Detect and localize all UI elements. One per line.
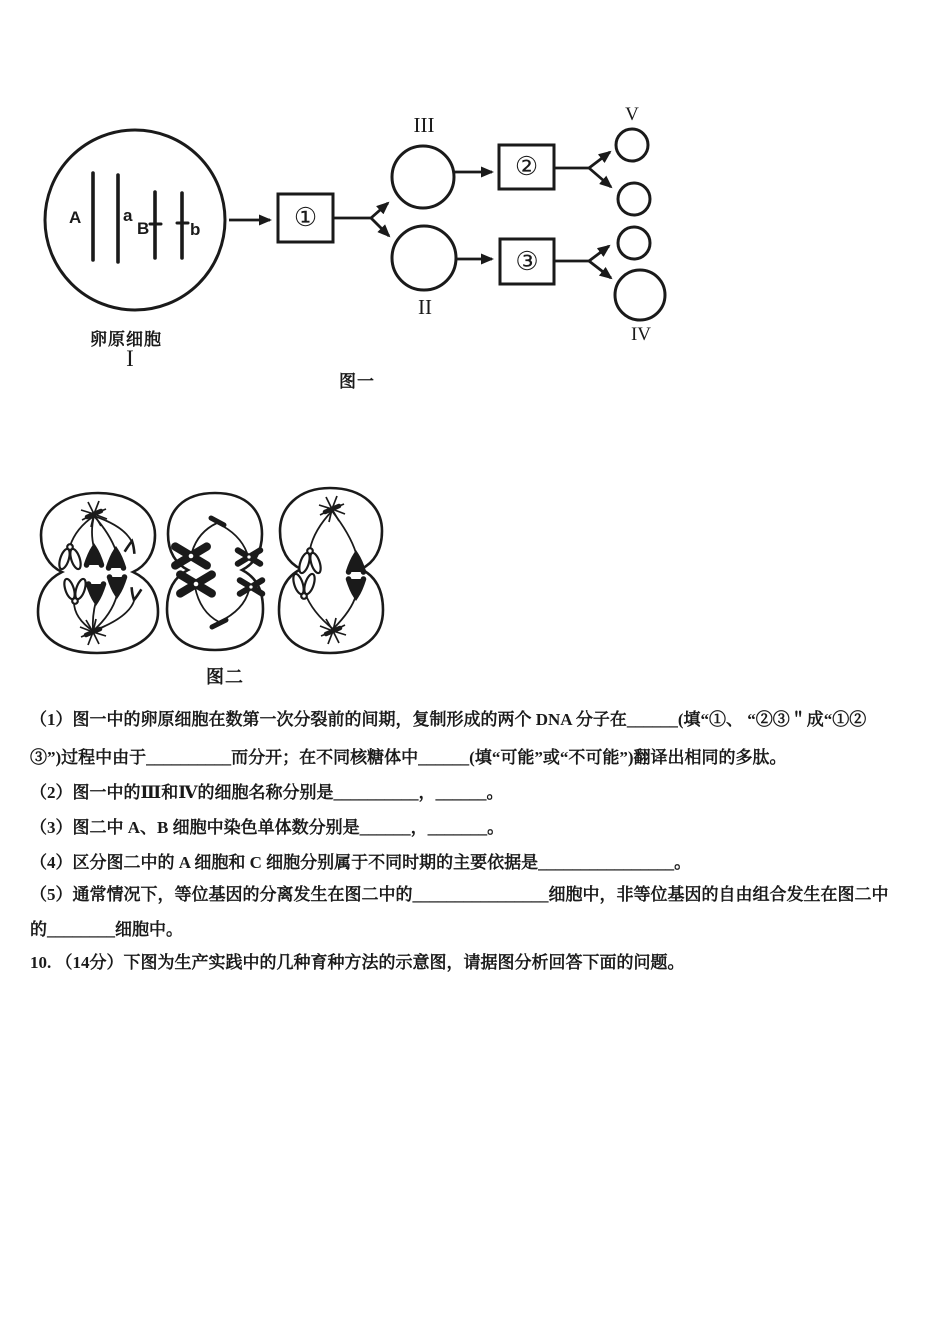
process-box-3-number: ③ bbox=[515, 246, 539, 276]
figure2-cell-A bbox=[38, 493, 158, 653]
cell-A-spindle bbox=[70, 516, 134, 631]
figure2-cell-B bbox=[167, 493, 263, 650]
cell-V-numeral: V bbox=[625, 104, 639, 125]
process-box-1-number: ① bbox=[293, 203, 318, 232]
cell-III-outline bbox=[392, 146, 454, 208]
oogonium-numeral: I bbox=[126, 346, 134, 371]
question-1-line-2: ③”)过程中由于__________而分开；在不同核糖体中______(填“可能”或“不可能”)翻译出相同的多肽。 bbox=[30, 748, 787, 767]
question-10-stem: 10. （14分）下图为生产实践中的几种育种方法的示意图，请据图分析回答下面的问题。 bbox=[30, 953, 685, 972]
cell-B-top-pole bbox=[211, 518, 224, 525]
question-4: （4）区分图二中的 A 细胞和 C 细胞分别属于不同时期的主要依据是________________。 bbox=[30, 853, 692, 872]
chromosome-label-A: A bbox=[69, 208, 82, 227]
question-3: （3）图二中 A、B 细胞中染色单体数分别是______，_______。 bbox=[30, 818, 505, 837]
chromosome-label-b: b bbox=[190, 220, 201, 239]
chromosome-lines bbox=[93, 173, 188, 262]
polar-body-2-outline bbox=[618, 227, 650, 259]
figure2-caption: 图二 bbox=[206, 667, 244, 687]
chromosome-label-a: a bbox=[123, 206, 133, 225]
question-5-line-1: （5）通常情况下，等位基因的分离发生在图二中的________________细胞中，非等位基因的自由组合发生在图二中 bbox=[30, 885, 889, 904]
chromosome-label-B: B bbox=[137, 219, 150, 238]
figure2-cell-C bbox=[279, 488, 383, 653]
cell-III-numeral: III bbox=[413, 113, 435, 137]
cell-IV-outline bbox=[615, 270, 665, 320]
cell-B-bottom-pole bbox=[212, 620, 226, 627]
oogonium-label: 卵原细胞 bbox=[90, 330, 162, 349]
cell-II-numeral: II bbox=[418, 295, 432, 319]
cell-IV-numeral: IV bbox=[630, 324, 652, 345]
cell-B-spindle bbox=[192, 523, 249, 622]
question-5-line-2: 的________细胞中。 bbox=[30, 920, 183, 939]
figure1-caption: 图一 bbox=[339, 372, 375, 391]
process-box-2-number: ② bbox=[514, 152, 539, 181]
question-2: （2）图一中的Ⅲ和Ⅳ的细胞名称分别是__________，______。 bbox=[30, 783, 504, 802]
polar-body-1-outline bbox=[618, 183, 650, 215]
cell-II-outline bbox=[392, 226, 456, 290]
cell-V-outline bbox=[616, 129, 648, 161]
question-1-line-1: （1）图一中的卵原细胞在数第一次分裂前的间期，复制形成的两个 DNA 分子在______(填“①、 “②③＂成“①② bbox=[30, 710, 867, 729]
